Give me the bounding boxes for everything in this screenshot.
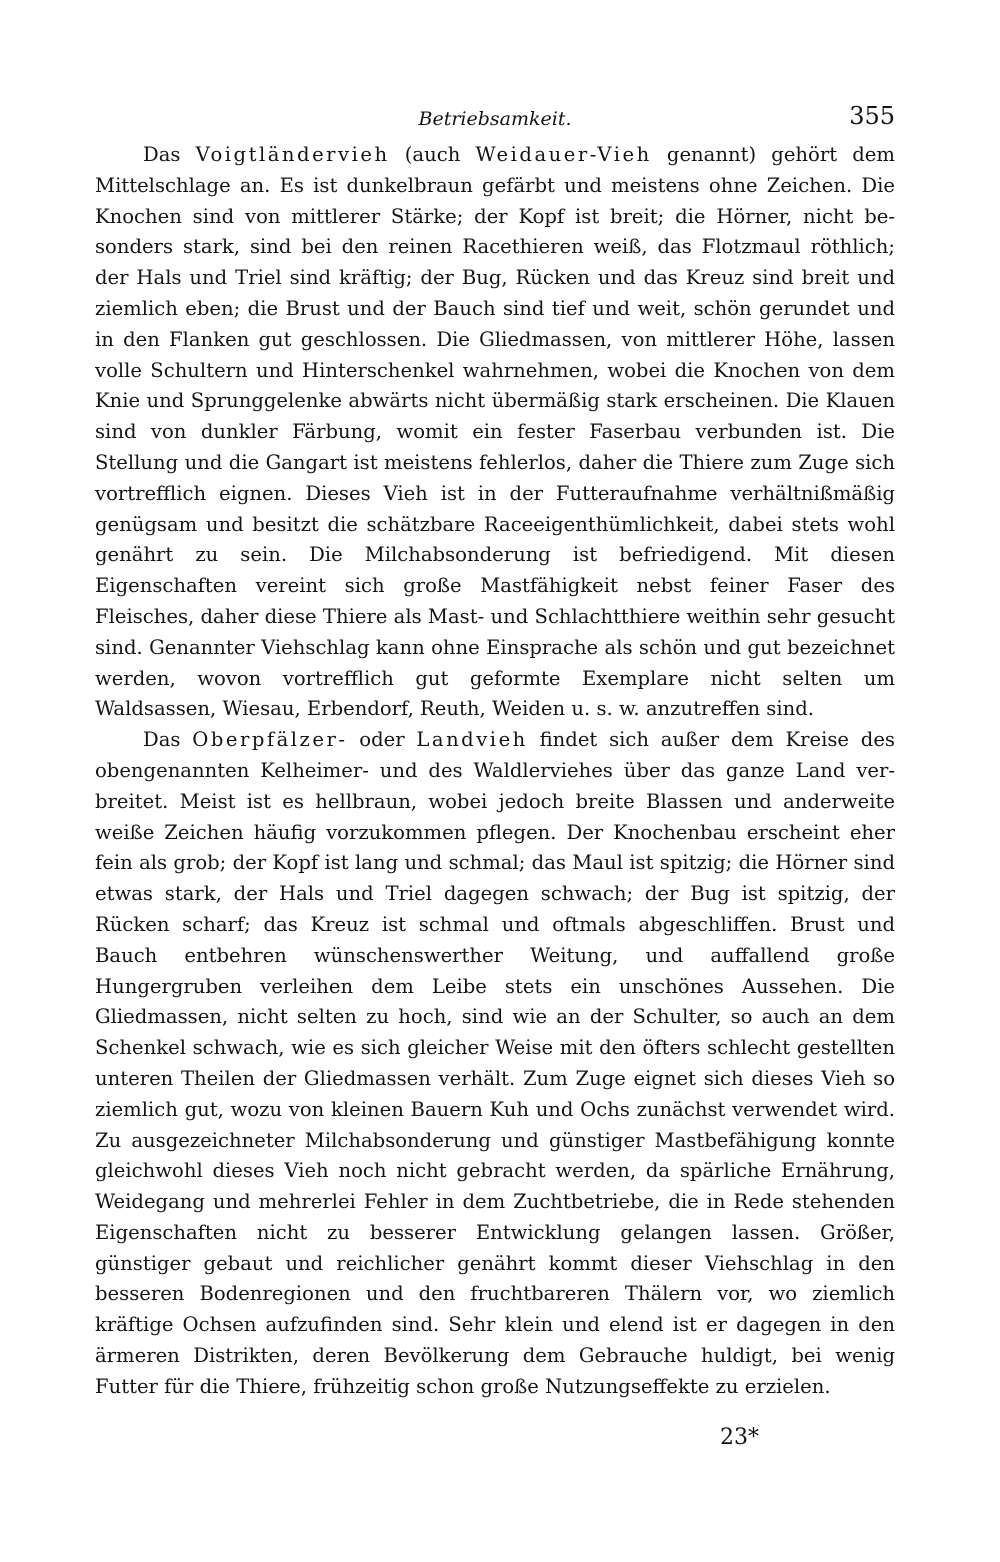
- text-run: genannt) gehört dem Mittelschlage an. Es ist dunkelbraun gefärbt und meistens ohne Zeichen. Die Knochen sind von mittlerer Stärke; der Kopf ist breit; die Hörner, nicht besonders stark, sind bei den reinen Racethieren weiß, das Flotzmaul röthlich; der Hals und Triel sind kräftig; der Bug, Rücken und das Kreuz sind breit und ziemlich eben; die Brust und der Bauch sind tief und weit, schön gerundet und in den Flanken gut geschlossen. Die Gliedmassen, von mittlerer Höhe, lassen volle Schultern und Hinterschenkel wahrnehmen, wobei die Knochen von dem Knie und Sprunggelenke abwärts nicht übermäßig stark erscheinen. Die Klauen sind von dunkler Färbung, womit ein fester Faserbau verbunden ist. Die Stellung und die Gangart ist meistens fehlerlos, daher die Thiere zum Zuge sich vortrefflich eignen. Dieses Vieh ist in der Futteraufnahme verhältnißmäßig genügsam und besitzt die schätzbare Raceeigenthümlichkeit, dabei stets wohl genährt zu sein. Die Milchabsonderung ist befriedigend. Mit diesen Eigenschaften vereint sich große Mastfähigkeit nebst feiner Faser des Fleisches, daher diese Thiere als Mast- und Schlachtthiere weithin sehr gesucht sind. Genannter Viehschlag kann ohne Einsprache als schön und gut bezeichnet werden, wovon vortrefflich gut geformte Exemplare nicht selten um Waldsassen, Wiesau, Erbendorf, Reuth, Weiden u. s. w. anzutreffen sind.: [95, 143, 895, 721]
- text-run: Das: [143, 143, 196, 166]
- emphasized-term: Voigtländervieh: [195, 143, 390, 166]
- running-title: Betriebsamkeit.: [418, 108, 572, 130]
- page-number: 355: [849, 102, 895, 130]
- body-text: [95, 140, 895, 1403]
- signature-mark: 23*: [720, 1425, 759, 1450]
- paragraph: [95, 725, 895, 1403]
- text-run: oder: [347, 728, 417, 752]
- text-run: Das: [143, 728, 193, 752]
- emphasized-term: Weidauer-Vieh: [475, 143, 652, 166]
- book-page: [95, 100, 895, 1403]
- paragraph: [95, 140, 895, 725]
- emphasized-term: Landvieh: [416, 728, 528, 752]
- text-run: (auch: [389, 143, 476, 166]
- running-head: [95, 100, 895, 140]
- emphasized-term: Oberpfälzer-: [192, 728, 348, 752]
- text-run: findet sich außer dem Kreise des obengenannten Kelheimer- und des Waldlerviehes über das ganze Land verbreitet. Meist ist es hellbraun, wobei jedoch breite Blassen und anderweite weiße Zeichen häufig vorzukommen pflegen. Der Knochenbau erscheint eher fein als grob; der Kopf ist lang und schmal; das Maul ist spitzig; die Hörner sind etwas stark, der Hals und Triel dagegen schwach; der Bug ist spitzig, der Rücken scharf; das Kreuz ist schmal und oftmals abgeschliffen. Brust und Bauch entbehren wünschenswerther Weitung, und auffallend große Hungergruben verleihen dem Leibe stets ein unschönes Aussehen. Die Gliedmassen, nicht selten zu hoch, sind wie an der Schulter, so auch an dem Schenkel schwach, wie es sich gleicher Weise mit den öfters schlecht gestellten unteren Theilen der Gliedmassen verhält. Zum Zuge eignet sich dieses Vieh so ziemlich gut, wozu von kleinen Bauern Kuh und Ochs zunächst verwendet wird. Zu ausgezeichneter Milchabsonderung und günstiger Mastbefähigung konnte gleichwohl dieses Vieh noch nicht gebracht werden, da spärliche Ernährung, Weidegang und mehrerlei Fehler in dem Zuchtbetriebe, die in Rede stehenden Eigenschaften nicht zu besserer Entwicklung gelangen lassen. Größer, günstiger gebaut und reichlicher genährt kommt dieser Viehschlag in den besseren Bodenregionen und den fruchtbareren Thälern vor, wo ziemlich kräftige Ochsen aufzufinden sind. Sehr klein und elend ist er dagegen in den ärmeren Distrikten, deren Bevölkerung dem Gebrauche huldigt, bei wenig Futter für die Thiere, frühzeitig schon große Nutzungseffekte zu erzielen.: [95, 728, 895, 1398]
